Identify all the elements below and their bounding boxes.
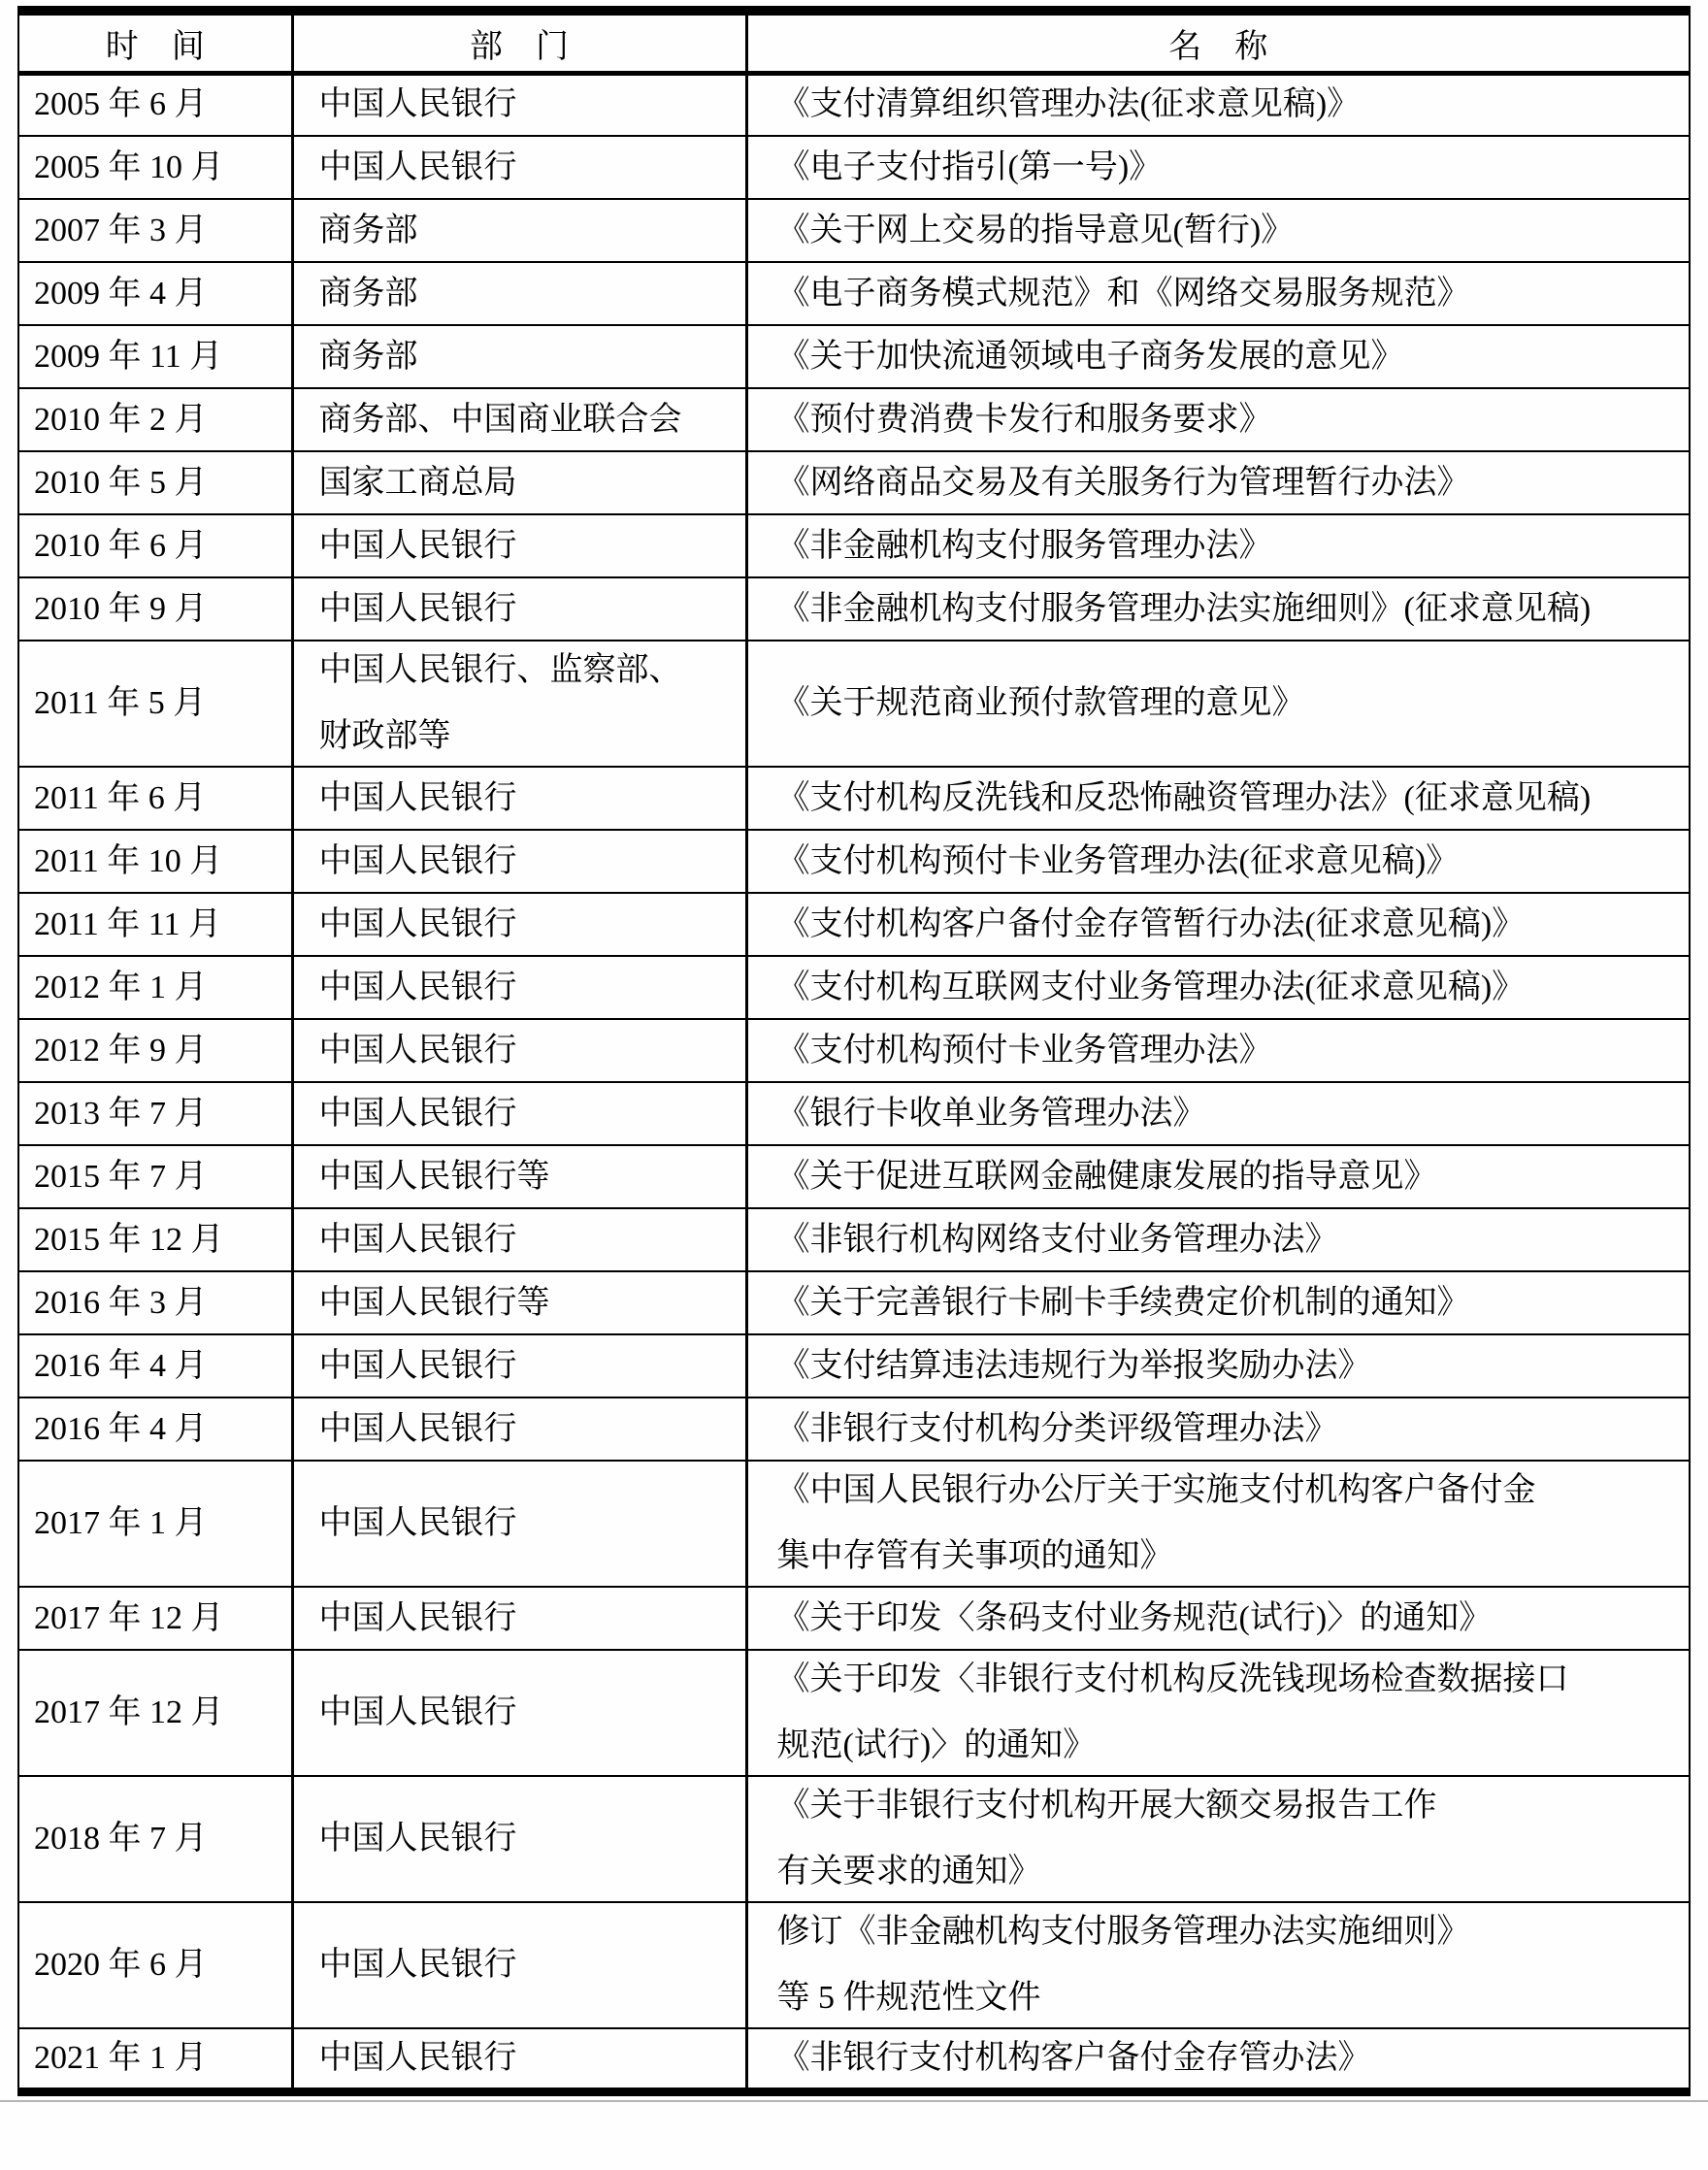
- dept-lines: [319, 1349, 745, 1384]
- table-row: [18, 956, 1690, 1019]
- dept-lines: [319, 844, 745, 879]
- cell-line: 集中存管有关事项的通知》: [776, 1538, 1173, 1574]
- time-cell: [18, 830, 292, 893]
- time-text: 2009 年 4 月: [34, 275, 208, 312]
- time-cell: [18, 767, 292, 830]
- name-cell: [746, 451, 1690, 514]
- name-cell: [746, 73, 1690, 136]
- table-row: [18, 767, 1690, 830]
- dept-cell: [292, 1397, 746, 1461]
- table-row: [18, 1082, 1690, 1145]
- time-text: 2018 年 7 月: [34, 1821, 208, 1857]
- name-cell: [746, 956, 1690, 1019]
- cell-line: 《关于规范商业预付款管理的意见》: [776, 685, 1305, 722]
- time-text: 2010 年 2 月: [34, 401, 208, 438]
- name-lines: [777, 340, 1680, 375]
- name-cell: [746, 1145, 1690, 1208]
- cell-line: 商务部: [318, 275, 418, 312]
- dept-cell: [292, 325, 746, 388]
- time-text: 2011 年 11 月: [34, 905, 221, 942]
- name-lines: [777, 1160, 1680, 1195]
- name-lines: [777, 1412, 1680, 1447]
- dept-lines: [319, 1286, 745, 1321]
- time-text: 2021 年 1 月: [34, 2039, 208, 2076]
- dept-lines: [319, 529, 745, 564]
- dept-lines: [319, 403, 745, 438]
- cell-line: 等 5 件规范性文件: [776, 1980, 1041, 2016]
- name-lines: [777, 970, 1680, 1005]
- name-lines: [777, 907, 1680, 942]
- cell-line: 《电子支付指引(第一号)》: [776, 148, 1163, 185]
- name-lines: [777, 844, 1680, 879]
- table-row: [18, 1334, 1690, 1397]
- time-text: 2016 年 4 月: [34, 1410, 208, 1447]
- name-lines: [777, 686, 1680, 721]
- dept-lines: [319, 150, 745, 185]
- table-row: [18, 2028, 1690, 2091]
- dept-cell: [292, 1334, 746, 1397]
- header-name: 名 称: [746, 11, 1690, 73]
- table-row: [18, 1271, 1690, 1334]
- name-lines: [777, 1034, 1680, 1069]
- name-cell: [746, 2028, 1690, 2091]
- cell-line: 中国人民银行: [318, 905, 517, 942]
- cell-line: 中国人民银行: [318, 148, 517, 185]
- cell-line: 《支付机构预付卡业务管理办法》: [776, 1032, 1272, 1069]
- dept-cell: [292, 2028, 746, 2091]
- time-text: 2013 年 7 月: [34, 1095, 208, 1132]
- time-text: 2009 年 11 月: [34, 338, 223, 375]
- dept-lines: [319, 1160, 745, 1195]
- time-cell: [18, 893, 292, 956]
- time-cell: [18, 262, 292, 325]
- name-cell: [746, 830, 1690, 893]
- time-cell: [18, 73, 292, 136]
- cell-line: 中国人民银行: [318, 779, 517, 816]
- regulations-table: [17, 6, 1691, 2096]
- table-body: [18, 73, 1690, 2091]
- name-lines: [777, 214, 1680, 248]
- cell-line: 《支付清算组织管理办法(征求意见稿)》: [776, 86, 1361, 123]
- cell-line: 《银行卡收单业务管理办法》: [776, 1095, 1206, 1132]
- dept-cell: [292, 830, 746, 893]
- cell-line: 《支付机构互联网支付业务管理办法(征求意见稿)》: [776, 969, 1526, 1005]
- cell-line: 《网络商品交易及有关服务行为管理暂行办法》: [776, 464, 1470, 501]
- name-lines: [777, 1349, 1680, 1384]
- name-lines: [777, 1286, 1680, 1321]
- cell-line: 中国人民银行: [318, 842, 517, 879]
- name-cell: [746, 893, 1690, 956]
- name-lines: [777, 1601, 1680, 1636]
- cell-line: 财政部等: [318, 718, 451, 754]
- name-cell: [746, 1019, 1690, 1082]
- table-row: [18, 514, 1690, 577]
- time-cell: [18, 199, 292, 262]
- table-row: [18, 1650, 1690, 1776]
- cell-line: 中国人民银行: [318, 1095, 517, 1132]
- time-cell: [18, 2028, 292, 2091]
- dept-lines: [319, 1948, 745, 1983]
- name-cell: [746, 1650, 1690, 1776]
- cell-line: 中国人民银行: [318, 1599, 517, 1636]
- cell-line: 《关于加快流通领域电子商务发展的意见》: [776, 338, 1404, 375]
- dept-cell: [292, 1019, 746, 1082]
- dept-lines: [319, 466, 745, 501]
- name-lines: [777, 1473, 1680, 1573]
- dept-cell: [292, 73, 746, 136]
- cell-line: 《非银行支付机构客户备付金存管办法》: [776, 2039, 1371, 2076]
- time-text: 2007 年 3 月: [34, 212, 208, 248]
- table-row: [18, 830, 1690, 893]
- cell-line: 商务部、中国商业联合会: [318, 401, 682, 438]
- dept-cell: [292, 451, 746, 514]
- time-text: 2012 年 9 月: [34, 1032, 208, 1069]
- cell-line: 《关于网上交易的指导意见(暂行)》: [776, 212, 1295, 248]
- cell-line: 《非银行支付机构分类评级管理办法》: [776, 1410, 1338, 1447]
- time-cell: [18, 1461, 292, 1587]
- dept-cell: [292, 1145, 746, 1208]
- table-row: [18, 1461, 1690, 1587]
- time-text: 2011 年 10 月: [34, 842, 223, 879]
- name-cell: [746, 1208, 1690, 1271]
- page-artifact-line: [0, 2100, 1708, 2102]
- name-cell: [746, 136, 1690, 199]
- cell-line: 中国人民银行: [318, 1821, 517, 1858]
- time-text: 2020 年 6 月: [34, 1947, 208, 1983]
- time-cell: [18, 1397, 292, 1461]
- time-cell: [18, 1271, 292, 1334]
- time-text: 2017 年 12 月: [34, 1694, 224, 1730]
- cell-line: 中国人民银行: [318, 1947, 517, 1984]
- dept-lines: [319, 340, 745, 375]
- dept-lines: [319, 1412, 745, 1447]
- cell-line: 《中国人民银行办公厅关于实施支付机构客户备付金: [776, 1472, 1536, 1509]
- dept-lines: [319, 1822, 745, 1857]
- cell-line: 《非银行机构网络支付业务管理办法》: [776, 1221, 1338, 1258]
- dept-cell: [292, 262, 746, 325]
- dept-lines: [319, 653, 745, 753]
- time-text: 2015 年 12 月: [34, 1221, 224, 1258]
- dept-lines: [319, 214, 745, 248]
- table-row: [18, 1902, 1690, 2028]
- cell-line: 《电子商务模式规范》和《网络交易服务规范》: [776, 275, 1470, 312]
- cell-line: 《非金融机构支付服务管理办法实施细则》(征求意见稿): [776, 590, 1592, 627]
- name-cell: [746, 1334, 1690, 1397]
- dept-cell: [292, 136, 746, 199]
- cell-line: 中国人民银行: [318, 2039, 517, 2076]
- time-cell: [18, 1145, 292, 1208]
- cell-line: 规范(试行)〉的通知》: [776, 1727, 1097, 1763]
- cell-line: 中国人民银行: [318, 1032, 517, 1069]
- table-row: [18, 577, 1690, 641]
- time-cell: [18, 1587, 292, 1650]
- name-cell: [746, 1587, 1690, 1650]
- cell-line: 修订《非金融机构支付服务管理办法实施细则》: [776, 1914, 1470, 1951]
- cell-line: 中国人民银行: [318, 527, 517, 564]
- time-cell: [18, 451, 292, 514]
- table-row: [18, 641, 1690, 767]
- table-row: [18, 388, 1690, 451]
- cell-line: 《关于非银行支付机构开展大额交易报告工作: [776, 1788, 1437, 1825]
- time-cell: [18, 641, 292, 767]
- name-cell: [746, 1271, 1690, 1334]
- time-text: 2005 年 10 月: [34, 148, 224, 185]
- table-row: [18, 262, 1690, 325]
- name-lines: [777, 1662, 1680, 1762]
- table-row: [18, 1145, 1690, 1208]
- time-text: 2010 年 6 月: [34, 527, 208, 564]
- name-cell: [746, 767, 1690, 830]
- time-cell: [18, 1082, 292, 1145]
- dept-lines: [319, 1506, 745, 1541]
- cell-line: 《关于印发〈非银行支付机构反洗钱现场检查数据接口: [776, 1661, 1569, 1698]
- time-text: 2016 年 4 月: [34, 1347, 208, 1384]
- dept-lines: [319, 277, 745, 312]
- cell-line: 有关要求的通知》: [776, 1854, 1041, 1890]
- time-cell: [18, 1208, 292, 1271]
- name-lines: [777, 150, 1680, 185]
- cell-line: 国家工商总局: [318, 464, 517, 501]
- name-cell: [746, 1902, 1690, 2028]
- dept-cell: [292, 1587, 746, 1650]
- header-dept: 部 门: [292, 11, 746, 73]
- time-text: 2012 年 1 月: [34, 969, 208, 1005]
- time-text: 2017 年 1 月: [34, 1505, 208, 1541]
- name-lines: [777, 2041, 1680, 2076]
- time-text: 2010 年 5 月: [34, 464, 208, 501]
- table-row: [18, 1019, 1690, 1082]
- name-cell: [746, 1776, 1690, 1902]
- table-header: [18, 11, 1690, 73]
- name-cell: [746, 641, 1690, 767]
- time-cell: [18, 577, 292, 641]
- time-cell: [18, 514, 292, 577]
- dept-cell: [292, 1776, 746, 1902]
- time-cell: [18, 388, 292, 451]
- dept-lines: [319, 1695, 745, 1730]
- dept-cell: [292, 1461, 746, 1587]
- dept-cell: [292, 577, 746, 641]
- time-cell: [18, 1776, 292, 1902]
- header-row: [18, 11, 1690, 73]
- cell-line: 中国人民银行、监察部、: [318, 652, 682, 689]
- dept-lines: [319, 1601, 745, 1636]
- table-row: [18, 1397, 1690, 1461]
- name-lines: [777, 1789, 1680, 1889]
- cell-line: 《关于印发〈条码支付业务规范(试行)〉的通知》: [776, 1599, 1493, 1636]
- cell-line: 《支付结算违法违规行为举报奖励办法》: [776, 1347, 1371, 1384]
- cell-line: 中国人民银行: [318, 1694, 517, 1731]
- name-lines: [777, 529, 1680, 564]
- time-cell: [18, 136, 292, 199]
- table-row: [18, 325, 1690, 388]
- table-row: [18, 199, 1690, 262]
- table-row: [18, 136, 1690, 199]
- table-row: [18, 1776, 1690, 1902]
- cell-line: 中国人民银行: [318, 1221, 517, 1258]
- dept-cell: [292, 1902, 746, 2028]
- cell-line: 《支付机构反洗钱和反恐怖融资管理办法》(征求意见稿): [776, 779, 1592, 816]
- time-text: 2011 年 6 月: [34, 779, 207, 816]
- name-lines: [777, 466, 1680, 501]
- dept-lines: [319, 592, 745, 627]
- name-lines: [777, 781, 1680, 816]
- name-cell: [746, 1082, 1690, 1145]
- cell-line: 中国人民银行: [318, 969, 517, 1005]
- dept-cell: [292, 767, 746, 830]
- cell-line: 中国人民银行: [318, 1347, 517, 1384]
- dept-cell: [292, 641, 746, 767]
- name-lines: [777, 403, 1680, 438]
- name-lines: [777, 87, 1680, 122]
- time-text: 2011 年 5 月: [34, 685, 207, 721]
- time-cell: [18, 1902, 292, 2028]
- cell-line: 《预付费消费卡发行和服务要求》: [776, 401, 1272, 438]
- name-cell: [746, 262, 1690, 325]
- time-cell: [18, 325, 292, 388]
- cell-line: 中国人民银行: [318, 1410, 517, 1447]
- cell-line: 《支付机构预付卡业务管理办法(征求意见稿)》: [776, 842, 1460, 879]
- name-cell: [746, 577, 1690, 641]
- cell-line: 商务部: [318, 338, 418, 375]
- name-lines: [777, 1915, 1680, 2015]
- dept-cell: [292, 1208, 746, 1271]
- dept-cell: [292, 514, 746, 577]
- dept-cell: [292, 956, 746, 1019]
- cell-line: 《非金融机构支付服务管理办法》: [776, 527, 1272, 564]
- time-text: 2010 年 9 月: [34, 590, 208, 627]
- dept-cell: [292, 1650, 746, 1776]
- table-row: [18, 893, 1690, 956]
- time-cell: [18, 956, 292, 1019]
- cell-line: 中国人民银行等: [318, 1284, 550, 1321]
- time-cell: [18, 1334, 292, 1397]
- name-cell: [746, 325, 1690, 388]
- name-lines: [777, 1223, 1680, 1258]
- table-row: [18, 451, 1690, 514]
- table-row: [18, 73, 1690, 136]
- time-text: 2016 年 3 月: [34, 1284, 208, 1321]
- cell-line: 中国人民银行: [318, 86, 517, 123]
- dept-lines: [319, 781, 745, 816]
- cell-line: 中国人民银行等: [318, 1158, 550, 1195]
- name-cell: [746, 199, 1690, 262]
- dept-lines: [319, 970, 745, 1005]
- dept-lines: [319, 1097, 745, 1132]
- name-cell: [746, 1461, 1690, 1587]
- cell-line: 中国人民银行: [318, 590, 517, 627]
- name-lines: [777, 592, 1680, 627]
- dept-lines: [319, 2041, 745, 2076]
- time-text: 2015 年 7 月: [34, 1158, 208, 1195]
- name-lines: [777, 277, 1680, 312]
- time-cell: [18, 1019, 292, 1082]
- table-row: [18, 1587, 1690, 1650]
- dept-cell: [292, 199, 746, 262]
- dept-cell: [292, 1271, 746, 1334]
- name-cell: [746, 388, 1690, 451]
- name-lines: [777, 1097, 1680, 1132]
- time-text: 2017 年 12 月: [34, 1599, 224, 1636]
- dept-lines: [319, 907, 745, 942]
- cell-line: 《支付机构客户备付金存管暂行办法(征求意见稿)》: [776, 905, 1526, 942]
- cell-line: 《关于促进互联网金融健康发展的指导意见》: [776, 1158, 1437, 1195]
- dept-cell: [292, 388, 746, 451]
- dept-lines: [319, 1034, 745, 1069]
- dept-cell: [292, 1082, 746, 1145]
- name-cell: [746, 514, 1690, 577]
- header-time: 时 间: [18, 11, 292, 73]
- dept-lines: [319, 87, 745, 122]
- cell-line: 中国人民银行: [318, 1505, 517, 1542]
- table-row: [18, 1208, 1690, 1271]
- time-text: 2005 年 6 月: [34, 86, 208, 123]
- dept-cell: [292, 893, 746, 956]
- time-cell: [18, 1650, 292, 1776]
- cell-line: 《关于完善银行卡刷卡手续费定价机制的通知》: [776, 1284, 1470, 1321]
- cell-line: 商务部: [318, 212, 418, 248]
- dept-lines: [319, 1223, 745, 1258]
- name-cell: [746, 1397, 1690, 1461]
